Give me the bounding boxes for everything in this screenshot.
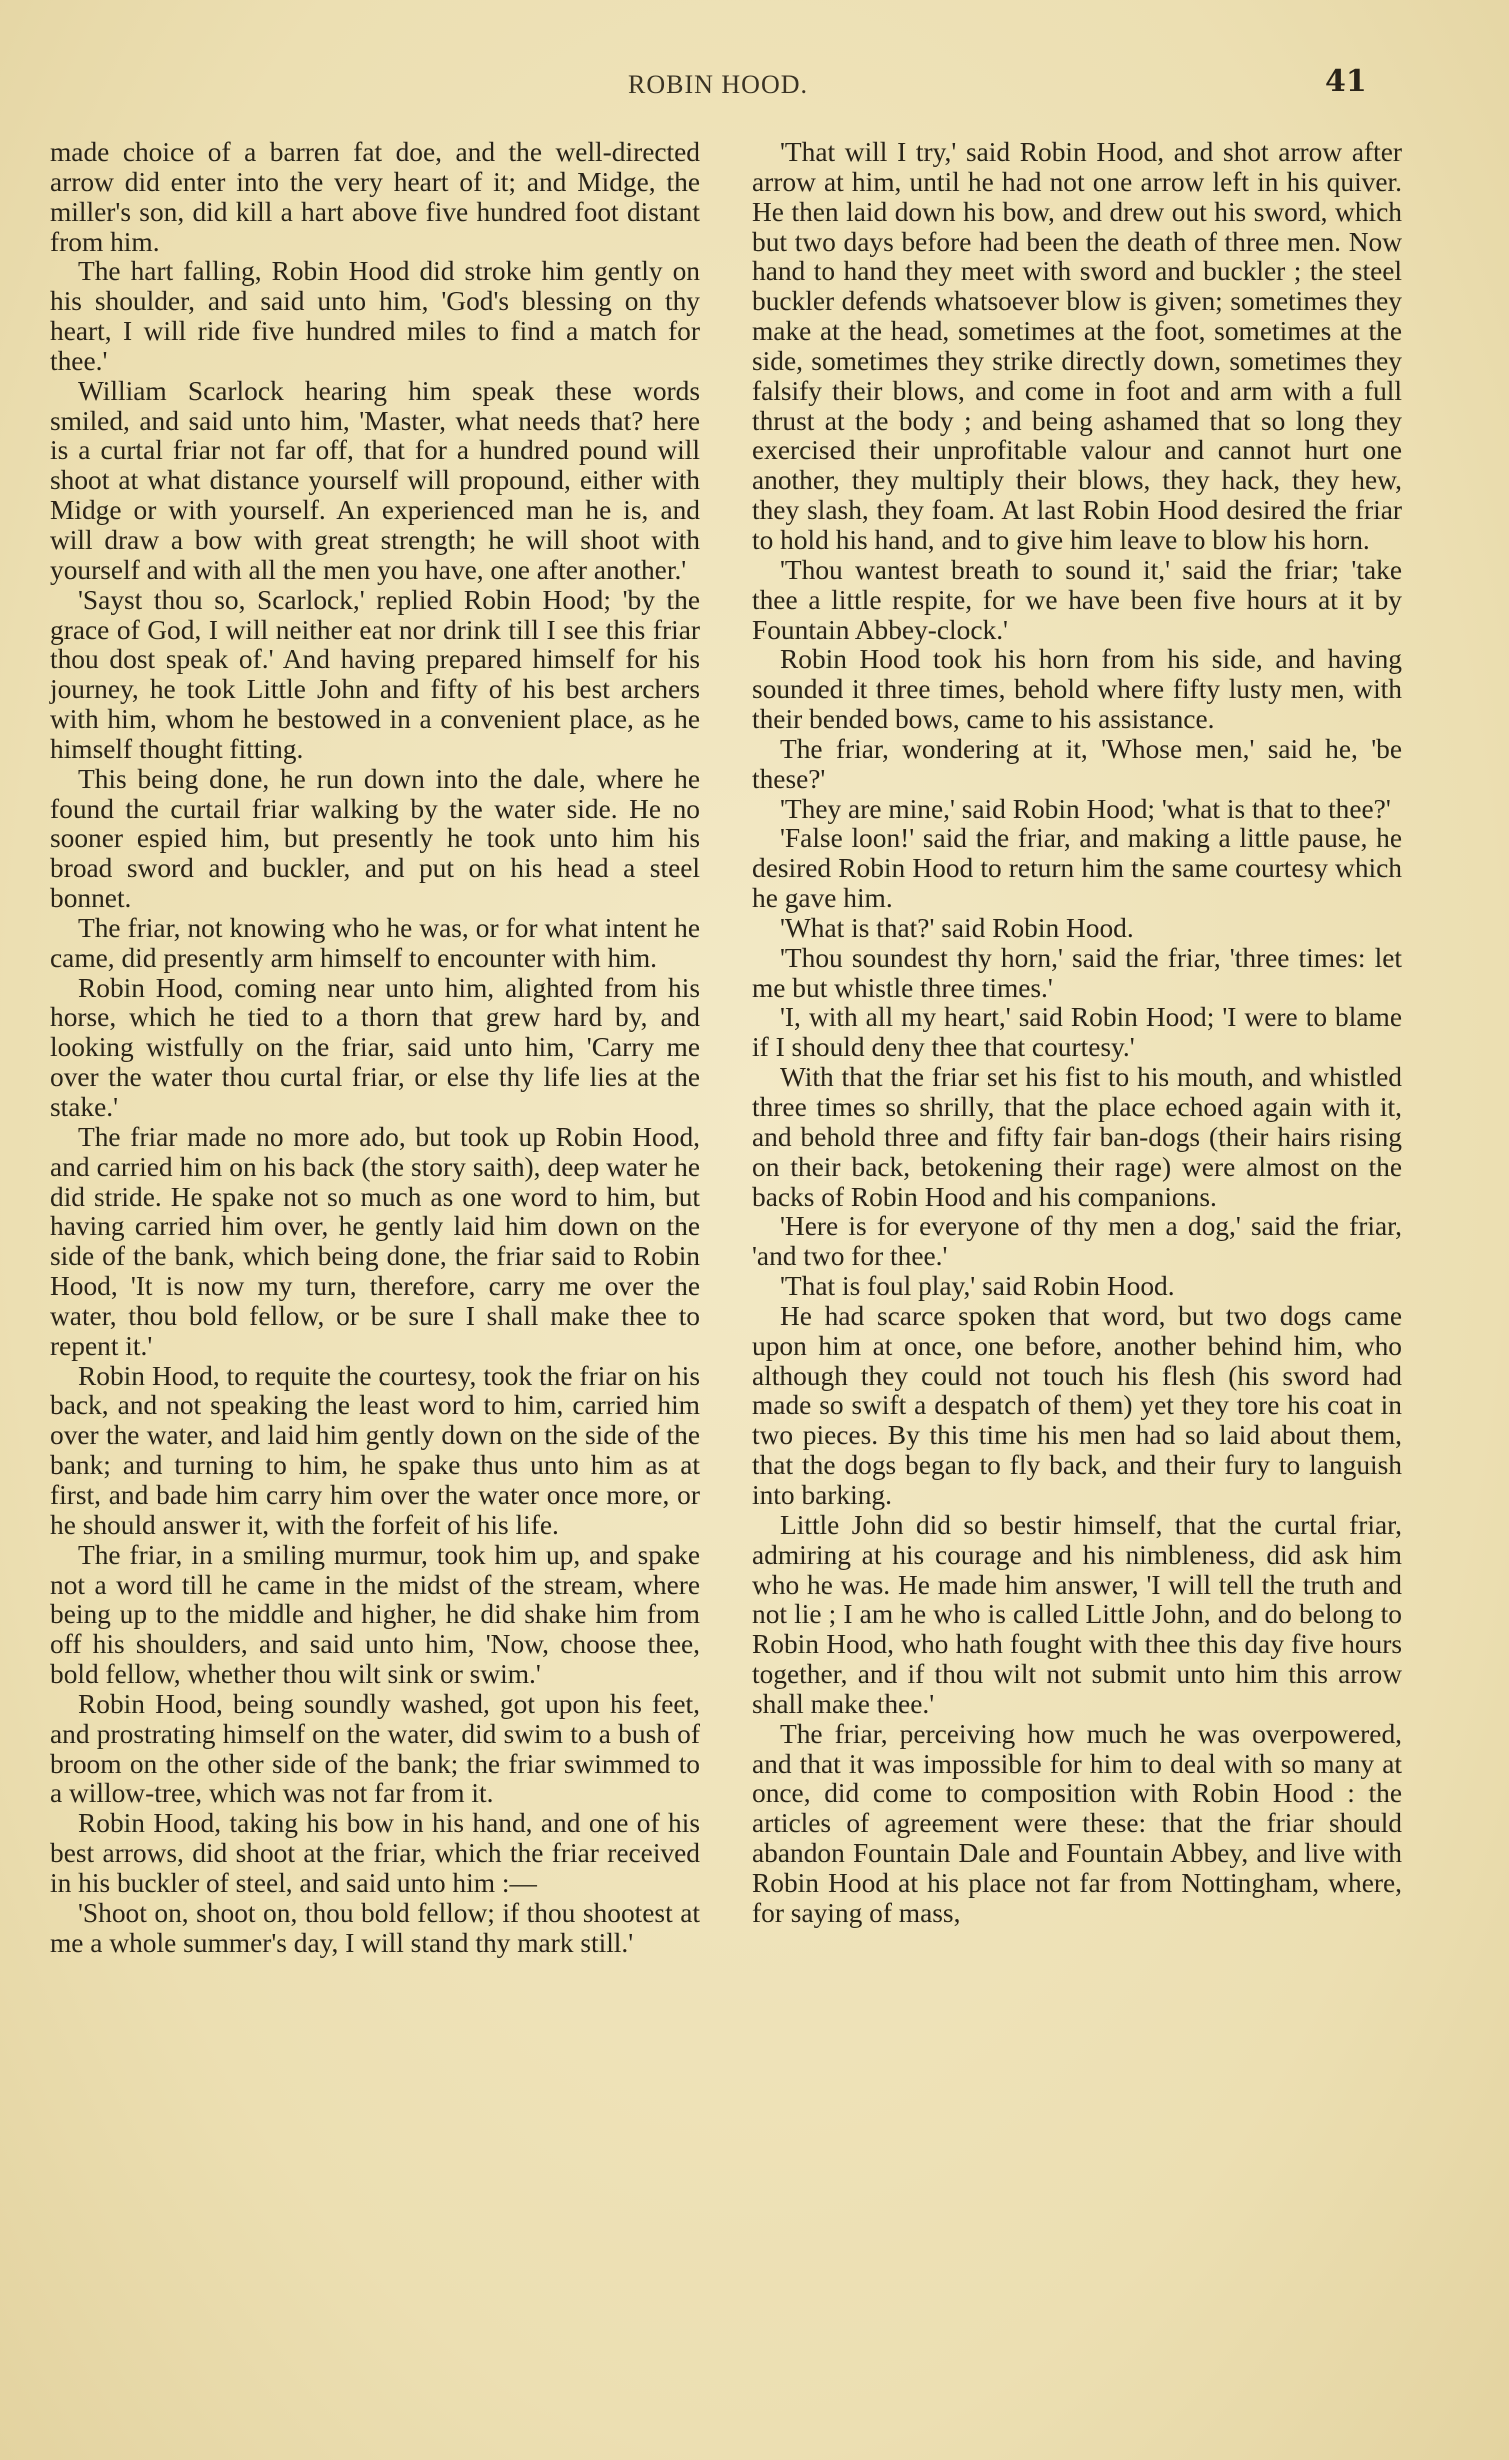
- paragraph: Little John did so bestir himself, that the curtal friar, admiring at his courage and his nimbleness, did ask him who he was. He made him answer, 'I will tell the truth and not lie ; I am he who is called Little John, and do belong to Robin Hood, who hath fought with thee this day five hours together, and if thou wilt not submit unto him this arrow shall make thee.': [752, 1509, 1402, 1719]
- right-column: [752, 138, 1402, 1929]
- paragraph: 'They are mine,' said Robin Hood; 'what is that to thee?': [780, 793, 1391, 824]
- paragraph: 'Shoot on, shoot on, thou bold fellow; if thou shootest at me a whole summer's day, I will stand thy mark still.': [50, 1897, 700, 1958]
- page-header: [0, 62, 1509, 102]
- paragraph: The hart falling, Robin Hood did stroke him gently on his shoulder, and said unto him, 'God's blessing on thy heart, I will ride five hundred miles to find a match for thee.': [50, 256, 700, 376]
- paragraph: The friar, wondering at it, 'Whose men,' said he, 'be these?': [752, 733, 1402, 794]
- paragraph: Robin Hood, coming near unto him, alighted from his horse, which he tied to a thorn that grew hard by, and looking wistfully on the friar, said unto him, 'Carry me over the water thou curtal friar, or else thy life lies at the stake.': [50, 972, 700, 1122]
- left-column: [50, 138, 700, 1958]
- paragraph: This being done, he run down into the dale, where he found the curtail friar walking by the water side. He no sooner espied him, but presently he took unto him his broad sword and buckler, and put on his head a steel bonnet.: [50, 763, 700, 914]
- page-number: 41: [1325, 64, 1367, 99]
- paragraph: He had scarce spoken that word, but two dogs came upon him at once, one before, another behind him, who although they could not touch his flesh (his sword had made so swift a despatch of them) yet they tore his coat in two pieces. By this time his men had so laid about them, that the dogs began to fly back, and their fury to languish into barking.: [752, 1300, 1402, 1510]
- paragraph: 'Thou soundest thy horn,' said the friar, 'three times: let me but whistle three times.': [752, 942, 1402, 1003]
- paragraph: Robin Hood, taking his bow in his hand, and one of his best arrows, did shoot at the friar, which the friar received in his buckler of steel, and said unto him :—: [50, 1808, 700, 1898]
- paragraph: The friar, not knowing who he was, or for what intent he came, did presently arm himself to encounter with him.: [50, 912, 700, 973]
- paragraph: Robin Hood, to requite the courtesy, took the friar on his back, and not speaking the least word to him, carried him over the water, and laid him gently down on the side of the bank; and turning to him, he spake thus unto him as at first, and bade him carry him over the water once more, or he should answer it, with the forfeit of his life.: [50, 1360, 700, 1540]
- paragraph: 'Thou wantest breath to sound it,' said the friar; 'take thee a little respite, for we have been five hours at it by Fountain Abbey-clock.': [752, 554, 1402, 645]
- paragraph: 'That is foul play,' said Robin Hood.: [780, 1271, 1175, 1302]
- paragraph: 'Sayst thou so, Scarlock,' replied Robin Hood; 'by the grace of God, I will neither eat nor drink till I see this friar thou dost speak of.' And having prepared himself for his journey, he took Little John and fifty of his best archers with him, whom he bestowed in a convenient place, as he himself thought fitting.: [50, 584, 700, 764]
- paragraph: 'Here is for everyone of thy men a dog,' said the friar, 'and two for thee.': [752, 1211, 1402, 1272]
- running-head: ROBIN HOOD.: [628, 70, 808, 99]
- paragraph: 'That will I try,' said Robin Hood, and shot arrow after arrow at him, until he had not one arrow left in his quiver. He then laid down his bow, and drew out his sword, which but two days before had been the death of three men. Now hand to hand they meet with sword and buckler ; the steel buckler defends whatsoever blow is given; sometimes they make at the head, sometimes at the foot, sometimes at the side, sometimes they strike directly down, sometimes they falsify their blows, and come in foot and arm with a full thrust at the body ; and being ashamed that so long they exercised their unprofitable valour and cannot hurt one another, they multiply their blows, they hack, they hew, they slash, they foam. At last Robin Hood desired the friar to hold his hand, and to give him leave to blow his horn.: [752, 137, 1402, 555]
- paragraph: William Scarlock hearing him speak these words smiled, and said unto him, 'Master, what needs that? here is a curtal friar not far off, that for a hundred pound will shoot at what distance yourself will propound, either with Midge or with yourself. An experienced man he is, and will draw a bow with great strength; he will shoot with yourself and with all the men you have, one after another.': [50, 375, 700, 585]
- paragraph: With that the friar set his fist to his mouth, and whistled three times so shrilly, that the place echoed again with it, and behold three and fifty fair ban-dogs (their hairs rising on their back, betokening their rage) were almost on the backs of Robin Hood and his companions.: [752, 1062, 1402, 1212]
- paragraph: The friar, perceiving how much he was overpowered, and that it was impossible for him to deal with so many at once, did come to composition with Robin Hood : the articles of agreement were these: that the friar should abandon Fountain Dale and Fountain Abbey, and live with Robin Hood at his place not far from Nottingham, where, for saying of mass,: [752, 1718, 1402, 1928]
- paragraph: Robin Hood took his horn from his side, and having sounded it three times, behold where fifty lusty men, with their bended bows, came to his assistance.: [752, 644, 1402, 735]
- paragraph: Robin Hood, being soundly washed, got upon his feet, and prostrating himself on the water, did swim to a bush of broom on the other side of the bank; the friar swimmed to a willow-tree, which was not far from it.: [50, 1688, 700, 1809]
- paragraph: 'What is that?' said Robin Hood.: [780, 912, 1134, 943]
- paragraph: 'False loon!' said the friar, and making a little pause, he desired Robin Hood to return him the same courtesy which he gave him.: [752, 823, 1402, 914]
- paragraph: made choice of a barren fat doe, and the well-directed arrow did enter into the very heart of it; and Midge, the miller's son, did kill a hart above five hundred foot distant from him.: [50, 137, 700, 257]
- paragraph: The friar made no more ado, but took up Robin Hood, and carried him on his back (the story saith), deep water he did stride. He spake not so much as one word to him, but having carried him over, he gently laid him down on the side of the bank, which being done, the friar said to Robin Hood, 'It is now my turn, therefore, carry me over the water, thou bold fellow, or be sure I shall make thee to repent it.': [50, 1121, 700, 1361]
- paragraph: 'I, with all my heart,' said Robin Hood; 'I were to blame if I should deny thee that courtesy.': [752, 1002, 1402, 1063]
- paragraph: The friar, in a smiling murmur, took him up, and spake not a word till he came in the midst of the stream, where being up to the middle and higher, he did shake him from off his shoulders, and said unto him, 'Now, choose thee, bold fellow, whether thou wilt sink or swim.': [50, 1539, 700, 1690]
